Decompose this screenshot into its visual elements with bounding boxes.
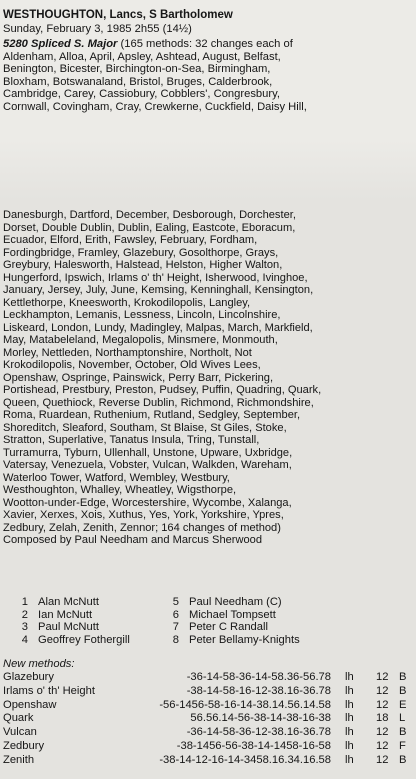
ringer-bell-number: 5 xyxy=(172,596,179,608)
body-line: Shoreditch, Sleaford, Southam, St Blaise, St Giles, Stoke, xyxy=(3,421,287,434)
ringer-bell-number: 1 xyxy=(21,596,28,608)
ringer-entry xyxy=(165,596,282,608)
ringer-name: Alan McNutt xyxy=(38,596,99,608)
ringer-name: Paul McNutt xyxy=(38,621,99,634)
intro-text xyxy=(3,38,413,113)
body-line: Dorset, Double Dublin, Dublin, Ealing, Eastcote, Eboracum, xyxy=(3,221,296,234)
intro-line: Benington, Bicester, Birchington-on-Sea, Birmingham, xyxy=(3,63,271,76)
place-notation: -38-1456-56-38-14-1458-16-58 xyxy=(176,740,331,752)
body-line: Xavier, Xerxes, Xois, Xuthus, Yes, York, Yorkshire, Ypres, xyxy=(3,509,284,521)
body-line: Krokodilopolis, November, October, Old Wives Lees, xyxy=(3,359,261,371)
body-line: Roma, Ruardean, Ruthenium, Rutland, Sedgley, September, xyxy=(3,409,301,421)
lead-head-code: 12 xyxy=(376,684,389,697)
lead-head-group: F xyxy=(399,740,406,752)
ringer-bell-number: 2 xyxy=(21,608,28,621)
ringer-entry xyxy=(165,609,276,621)
body-line: January, Jersey, July, June, Kemsing, Kenninghall, Kensington, xyxy=(3,284,314,296)
body-line: Portishead, Prestbury, Preston, Pudsey, Puffin, Quadring, Quark, xyxy=(3,384,322,396)
ringer-bell-number: 3 xyxy=(21,621,28,634)
intro-line: Cornwall, Covingham, Cray, Crewkerne, Cuckfield, Daisy Hill, xyxy=(3,100,307,113)
body-line: Fordingbridge, Framley, Glazebury, Gosolthorpe, Grays, xyxy=(3,246,279,259)
lead-head-label: lh xyxy=(345,740,354,752)
intro-line: Cambridge, Carey, Cassiobury, Cobblers', Congresbury, xyxy=(3,88,280,101)
peal-date: Sunday, February 3, 1985 2h55 (14½) xyxy=(3,23,192,35)
ringer-entry xyxy=(165,621,268,633)
ringer-bell-number: 8 xyxy=(172,633,179,646)
lead-head-group: L xyxy=(399,712,406,725)
body-line: Wootton-under-Edge, Worcestershire, Wycombe, Xalanga, xyxy=(3,496,292,509)
body-line: Morley, Nettleden, Northamptonshire, Northolt, Not xyxy=(3,346,252,359)
place-notation: -36-14-58-36-14-58.36-56.78 xyxy=(186,671,331,683)
ringer-name: Geoffrey Fothergill xyxy=(38,633,130,646)
body-line: Queen, Quethiock, Reverse Dublin, Richmond, Richmondshire, xyxy=(3,396,314,409)
body-line: Openshaw, Ospringe, Painswick, Perry Barr, Pickering, xyxy=(3,371,274,384)
lead-head-group: B xyxy=(399,684,407,697)
body-line: Kettlethorpe, Kneesworth, Krokodilopolis, Langley, xyxy=(3,296,251,309)
lead-head-label: lh xyxy=(345,712,354,725)
ringer-name: Peter C Randall xyxy=(189,621,268,634)
peal-title: WESTHOUGHTON, Lancs, S Bartholomew xyxy=(3,9,233,21)
method-name: Zenith xyxy=(3,753,35,766)
intro-line: Aldenham, Alloa, April, Apsley, Ashtead, August, Belfast, xyxy=(3,50,281,63)
lead-head-label: lh xyxy=(345,726,354,739)
place-notation: -38-14-58-16-12-38.16-36.78 xyxy=(186,684,331,697)
method-name: Zedbury xyxy=(3,740,45,752)
method-name: Openshaw xyxy=(3,698,57,711)
ringer-bell-number: 7 xyxy=(172,621,179,634)
peal-length-method: 5280 Spliced S. Major xyxy=(3,38,118,50)
body-line: Zedbury, Zelah, Zenith, Zennor; 164 changes of method) xyxy=(3,521,281,534)
new-methods-label: New methods: xyxy=(3,658,75,670)
body-line: Westhoughton, Whalley, Wheatley, Wigsthorpe, xyxy=(3,484,237,496)
body-line: Vatersay, Venezuela, Vobster, Vulcan, Walkden, Wareham, xyxy=(3,459,292,471)
ringer-bell-number: 4 xyxy=(21,633,28,646)
body-line: Leckhampton, Lemanis, Lessness, Lincoln, Lincolnshire, xyxy=(3,309,281,321)
method-name: Glazebury xyxy=(3,671,54,683)
place-notation: -56-1456-58-16-14-38.14.56.14.58 xyxy=(159,698,331,711)
intro-line: Bloxham, Botswanaland, Bristol, Bruges, Calderbrook, xyxy=(3,75,273,88)
ringer-bell-number: 6 xyxy=(172,608,179,621)
lead-head-label: lh xyxy=(345,753,354,766)
lead-head-group: B xyxy=(399,753,407,766)
ringer-name: Peter Bellamy-Knights xyxy=(189,633,300,646)
method-name: Irlams o' th' Height xyxy=(3,684,95,697)
lead-head-group: B xyxy=(399,726,407,739)
ringer-entry xyxy=(14,596,99,608)
lead-head-code: 12 xyxy=(376,753,389,766)
ringer-entry xyxy=(14,621,99,633)
intro-line xyxy=(3,38,413,51)
place-notation: -36-14-58-36-12-38.16-36.78 xyxy=(186,726,331,739)
lead-head-code: 12 xyxy=(376,671,389,683)
ringer-entry xyxy=(165,634,300,646)
body-line: May, Matabeleland, Megalopolis, Minsmere, Monmouth, xyxy=(3,334,278,346)
lead-head-code: 12 xyxy=(376,726,389,739)
body-line: Hungerford, Ipswich, Irlams o' th' Height, Isherwood, Ivinghoe, xyxy=(3,271,308,284)
body-line: Danesburgh, Dartford, December, Desborough, Dorchester, xyxy=(3,209,296,221)
method-name: Quark xyxy=(3,712,34,725)
ringer-name: Michael Tompsett xyxy=(189,608,276,621)
lead-head-code: 12 xyxy=(376,698,389,711)
ringer-entry xyxy=(14,634,130,646)
lead-head-group: B xyxy=(399,671,407,683)
body-line: Waterloo Tower, Watford, Wembley, Westbury, xyxy=(3,471,230,484)
lead-head-label: lh xyxy=(345,684,354,697)
lead-head-code: 12 xyxy=(376,740,389,752)
composers-line: Composed by Paul Needham and Marcus Sherwood xyxy=(3,534,262,546)
place-notation: -38-14-12-16-14-3458.16.34.16.58 xyxy=(159,753,331,766)
lead-head-code: 18 xyxy=(376,712,389,725)
method-name: Vulcan xyxy=(3,726,37,739)
lead-head-label: lh xyxy=(345,698,354,711)
lead-head-label: lh xyxy=(345,671,354,683)
body-line: Greybury, Halesworth, Halstead, Helston, Higher Walton, xyxy=(3,259,283,271)
ringer-name: Ian McNutt xyxy=(38,608,93,621)
lead-head-group: E xyxy=(399,698,407,711)
place-notation: 56.56.14-56-38-14-38-16-38 xyxy=(190,712,331,725)
body-line: Stratton, Superlative, Tanatus Insula, Tring, Tunstall, xyxy=(3,434,260,446)
ringer-name: Paul Needham (C) xyxy=(189,596,282,608)
body-line: Turramurra, Tyburn, Ullenhall, Unstone, Upware, Uxbridge, xyxy=(3,446,293,459)
methods-list-text xyxy=(3,209,413,547)
ringer-entry xyxy=(14,609,92,621)
body-line: Ecuador, Elford, Erith, Fawsley, February, Fordham, xyxy=(3,234,258,246)
intro-line-text: (165 methods: 32 changes each of xyxy=(117,38,293,50)
body-line: Liskeard, London, Lundy, Madingley, Malpas, March, Markfield, xyxy=(3,321,313,334)
